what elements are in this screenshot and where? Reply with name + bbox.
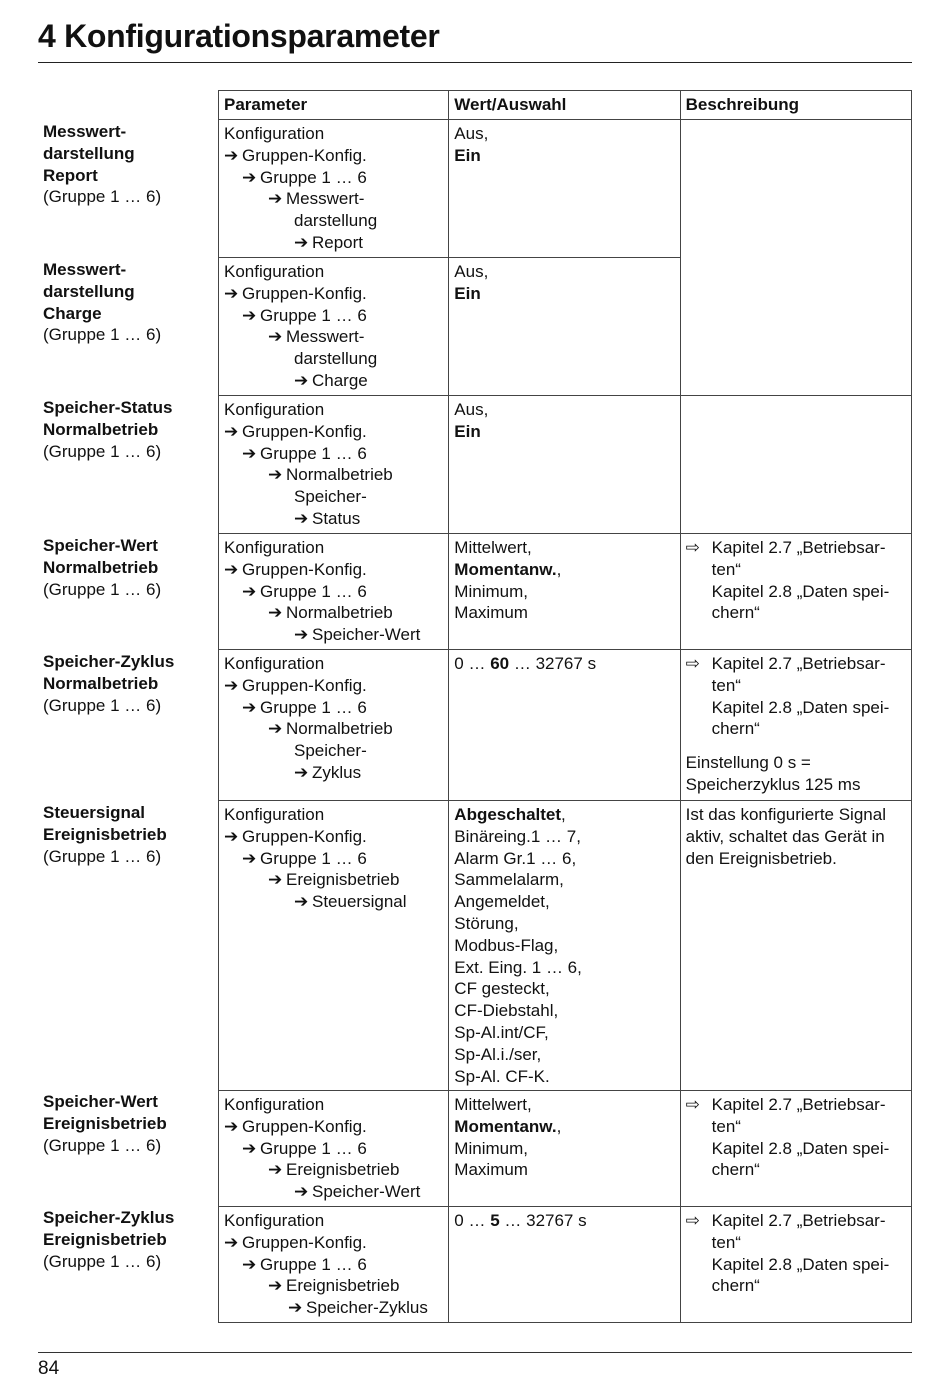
value-range-max: … 32767 s	[499, 1211, 587, 1230]
arrow-right-icon: ➔	[268, 1160, 283, 1180]
note-line: Speicherzyklus 125 ms	[685, 774, 861, 794]
reference-line: chern“	[711, 1276, 760, 1296]
path-step-label: Speicher-Wert	[312, 625, 421, 645]
reference-line: Kapitel 2.8 „Daten spei-	[711, 1138, 890, 1158]
row-label-title: Ereignisbetrieb	[43, 1113, 167, 1133]
arrow-right-icon: ➔	[242, 167, 257, 187]
value-selection-cell	[449, 258, 680, 396]
arrow-outline-right-icon: ⇨	[685, 1211, 700, 1230]
path-step	[224, 1210, 443, 1232]
arrow-right-icon: ➔	[242, 581, 257, 601]
value-separator: ,	[556, 559, 562, 579]
value-range	[454, 653, 674, 675]
row-label-group: (Gruppe 1 … 6)	[43, 846, 162, 866]
reference-line: Kapitel 2.7 „Betriebsar-	[711, 1211, 886, 1230]
value-separator: ,	[561, 805, 566, 824]
description-cell	[680, 534, 911, 650]
row-label-title: Speicher-Zyklus	[43, 652, 175, 671]
arrow-right-icon: ➔	[242, 305, 257, 325]
value-selection-cell	[449, 1207, 680, 1323]
reference-line: ten“	[711, 675, 741, 695]
row-label	[43, 397, 172, 462]
path-step-label: Speicher-Zyklus	[306, 1298, 428, 1318]
description-cell	[680, 650, 911, 801]
path-step	[224, 1138, 443, 1160]
page-number: 84	[38, 1358, 60, 1379]
reference-line: Kapitel 2.8 „Daten spei-	[711, 1254, 890, 1274]
path-step-label: Gruppe 1 … 6	[260, 305, 367, 325]
path-step-label: Gruppen-Konfig.	[242, 675, 367, 695]
arrow-right-icon: ➔	[242, 443, 257, 463]
parameter-path-cell	[219, 801, 449, 1091]
row-label-title: Charge	[43, 303, 102, 323]
path-step	[224, 537, 443, 559]
value-option: Modbus-Flag,	[454, 935, 559, 955]
path-step	[224, 283, 443, 305]
path-step	[224, 848, 443, 870]
arrow-right-icon: ➔	[294, 1182, 309, 1202]
arrow-right-icon: ➔	[294, 370, 309, 390]
row-label-title: Speicher-Wert	[43, 1092, 158, 1111]
column-header-parameter: Parameter	[219, 91, 449, 120]
path-step-label: Konfiguration	[224, 400, 325, 419]
path-step	[224, 1254, 443, 1276]
description-cell	[680, 801, 911, 1091]
chapter-reference	[686, 1094, 906, 1181]
path-step	[224, 869, 443, 891]
arrow-right-icon: ➔	[224, 826, 239, 846]
path-step	[224, 675, 443, 697]
path-step	[224, 697, 443, 719]
path-step	[224, 443, 443, 465]
path-step-label: Gruppen-Konfig.	[242, 145, 367, 165]
value-option: Alarm Gr.1 … 6,	[454, 848, 577, 868]
path-step-label: Gruppe 1 … 6	[260, 443, 367, 463]
path-step-label: Gruppen-Konfig.	[242, 559, 367, 579]
path-step	[224, 740, 443, 762]
arrow-right-icon: ➔	[268, 465, 283, 485]
path-step	[224, 1094, 443, 1116]
path-step	[224, 624, 443, 646]
row-label-title: darstellung	[43, 281, 135, 301]
column-header-description: Beschreibung	[680, 91, 911, 120]
path-step-label: Gruppe 1 … 6	[260, 848, 367, 868]
path-step-label: Ereignisbetrieb	[286, 870, 400, 890]
value-option-default: Abgeschaltet	[454, 805, 562, 824]
arrow-right-icon: ➔	[242, 697, 257, 717]
path-step	[224, 1159, 443, 1181]
value-selection-cell	[449, 534, 680, 650]
path-step	[224, 486, 443, 508]
parameter-path-cell	[219, 534, 449, 650]
value-option	[454, 1116, 674, 1138]
table-row	[219, 1207, 912, 1323]
path-step-label: Gruppe 1 … 6	[260, 697, 367, 717]
path-step-label: darstellung	[294, 211, 378, 231]
path-step	[224, 653, 443, 675]
path-step-label: Gruppe 1 … 6	[260, 167, 367, 187]
row-label-title: Normalbetrieb	[43, 419, 159, 439]
arrow-right-icon: ➔	[268, 327, 283, 347]
parameter-path-cell	[219, 1207, 449, 1323]
value-range-max: … 32767 s	[509, 654, 597, 673]
table-row	[219, 120, 912, 258]
chapter-reference	[686, 537, 906, 624]
parameter-path-cell	[219, 258, 449, 396]
setting-note	[686, 752, 906, 796]
value-option-default: Ein	[454, 421, 481, 441]
path-step-label: Messwert-	[286, 327, 365, 347]
arrow-right-icon: ➔	[294, 625, 309, 645]
parameter-path-cell	[219, 1091, 449, 1207]
path-step	[224, 261, 443, 283]
path-step	[224, 602, 443, 624]
path-step	[224, 559, 443, 581]
table-header-row	[219, 91, 912, 120]
path-step	[224, 210, 443, 232]
column-header-value: Wert/Auswahl	[449, 91, 680, 120]
path-step	[224, 1116, 443, 1138]
description-cell	[680, 1207, 911, 1323]
path-step-label: Ereignisbetrieb	[286, 1160, 400, 1180]
value-option: Mittelwert,	[454, 1095, 532, 1114]
description-cell	[680, 1091, 911, 1207]
path-step-label: Konfiguration	[224, 1211, 325, 1230]
path-step	[224, 123, 443, 145]
path-step	[224, 762, 443, 784]
path-step	[224, 348, 443, 370]
path-step	[224, 581, 443, 603]
footer-divider	[38, 1352, 912, 1353]
path-step	[224, 1181, 443, 1203]
reference-line: chern“	[711, 719, 760, 739]
path-step-label: Konfiguration	[224, 124, 325, 143]
path-step-label: Report	[312, 232, 364, 252]
arrow-right-icon: ➔	[268, 870, 283, 890]
arrow-right-icon: ➔	[224, 1232, 239, 1252]
value-range-default: 5	[490, 1211, 500, 1230]
row-label	[43, 1091, 167, 1156]
value-option-default: Momentanw.	[454, 1116, 557, 1136]
table-row	[219, 396, 912, 534]
row-label	[43, 535, 161, 600]
title-divider	[38, 62, 912, 63]
arrow-right-icon: ➔	[268, 603, 283, 623]
value-option: CF gesteckt,	[454, 979, 550, 999]
row-label-title: Speicher-Wert	[43, 536, 158, 555]
page-title: 4 Konfigurationsparameter	[38, 18, 440, 54]
arrow-right-icon: ➔	[224, 283, 239, 303]
arrow-right-icon: ➔	[268, 189, 283, 209]
row-label-group: (Gruppe 1 … 6)	[43, 441, 162, 461]
reference-line: Kapitel 2.8 „Daten spei-	[711, 697, 890, 717]
value-option: CF-Diebstahl,	[454, 1001, 559, 1021]
path-step-label: Speicher-	[294, 487, 367, 507]
reference-line: Kapitel 2.8 „Daten spei-	[711, 581, 890, 601]
description-cell	[680, 120, 911, 396]
value-selection-cell	[449, 650, 680, 801]
value-option	[454, 804, 674, 826]
path-step	[224, 232, 443, 254]
arrow-right-icon: ➔	[224, 559, 239, 579]
path-step-label: Speicher-	[294, 741, 367, 761]
path-step-label: Steuersignal	[312, 892, 407, 912]
value-option: Maximum	[454, 603, 528, 623]
row-label-title: Normalbetrieb	[43, 557, 159, 577]
value-option-default: Momentanw.	[454, 559, 557, 579]
path-step	[224, 508, 443, 530]
reference-line: Kapitel 2.7 „Betriebsar-	[711, 1095, 886, 1114]
path-step	[224, 399, 443, 421]
row-label-group: (Gruppe 1 … 6)	[43, 695, 162, 715]
parameter-path-cell	[219, 120, 449, 258]
value-option: Sp-Al.i./ser,	[454, 1044, 542, 1064]
path-step-label: Charge	[312, 370, 368, 390]
row-label-title: Messwert-	[43, 260, 127, 279]
path-step-label: Gruppe 1 … 6	[260, 1254, 367, 1274]
row-label-title: Ereignisbetrieb	[43, 1229, 167, 1249]
arrow-right-icon: ➔	[224, 421, 239, 441]
value-selection-cell	[449, 396, 680, 534]
row-label-title: Ereignisbetrieb	[43, 824, 167, 844]
arrow-outline-right-icon: ⇨	[685, 654, 700, 673]
table-row	[219, 650, 912, 801]
path-step	[224, 804, 443, 826]
reference-line: chern“	[711, 1160, 760, 1180]
path-step-label: Normalbetrieb	[286, 719, 393, 739]
arrow-outline-right-icon: ⇨	[685, 1095, 700, 1114]
path-step	[224, 305, 443, 327]
path-step	[224, 370, 443, 392]
path-step-label: Gruppen-Konfig.	[242, 1116, 367, 1136]
path-step	[224, 464, 443, 486]
row-label-title: Speicher-Zyklus	[43, 1208, 175, 1227]
path-step	[224, 188, 443, 210]
arrow-outline-right-icon: ⇨	[685, 538, 700, 557]
path-step	[224, 1232, 443, 1254]
arrow-right-icon: ➔	[294, 892, 309, 912]
row-label-title: Report	[43, 165, 98, 185]
chapter-reference	[686, 653, 906, 740]
row-label	[43, 651, 174, 716]
value-option: Sp-Al.int/CF,	[454, 1022, 549, 1042]
row-label-group: (Gruppe 1 … 6)	[43, 325, 162, 345]
reference-line: ten“	[711, 559, 741, 579]
path-step-label: Konfiguration	[224, 1095, 325, 1114]
value-selection-cell	[449, 801, 680, 1091]
value-range	[454, 1210, 674, 1232]
row-label-group: (Gruppe 1 … 6)	[43, 579, 162, 599]
path-step-label: Speicher-Wert	[312, 1182, 421, 1202]
table-row	[219, 801, 912, 1091]
row-label-group: (Gruppe 1 … 6)	[43, 1135, 162, 1155]
path-step-label: Konfiguration	[224, 805, 325, 824]
path-step	[224, 891, 443, 913]
value-option-default: Ein	[454, 145, 481, 165]
note-line: Einstellung 0 s =	[685, 753, 811, 773]
row-label	[43, 259, 161, 346]
path-step-label: Gruppen-Konfig.	[242, 826, 367, 846]
arrow-right-icon: ➔	[294, 762, 309, 782]
path-step-label: Gruppen-Konfig.	[242, 421, 367, 441]
path-step-label: Konfiguration	[224, 654, 325, 673]
path-step	[224, 1297, 443, 1319]
path-step-label: darstellung	[294, 349, 378, 369]
value-selection-cell	[449, 120, 680, 258]
path-step-label: Konfiguration	[224, 538, 325, 557]
value-option-default: Ein	[454, 283, 481, 303]
path-step-label: Messwert-	[286, 189, 365, 209]
path-step	[224, 826, 443, 848]
path-step-label: Gruppen-Konfig.	[242, 1232, 367, 1252]
row-label	[43, 802, 167, 867]
value-option: Angemeldet,	[454, 892, 550, 912]
path-step-label: Ereignisbetrieb	[286, 1276, 400, 1296]
path-step	[224, 718, 443, 740]
value-option: Minimum,	[454, 1138, 528, 1158]
path-step	[224, 1275, 443, 1297]
value-option: Störung,	[454, 913, 519, 933]
path-step	[224, 326, 443, 348]
reference-line: ten“	[711, 1232, 741, 1252]
value-option: Sp-Al. CF-K.	[454, 1066, 550, 1086]
value-option: Ext. Eing. 1 … 6,	[454, 957, 582, 977]
value-option	[454, 559, 674, 581]
reference-line: chern“	[711, 603, 760, 623]
value-option: Aus,	[454, 400, 489, 419]
arrow-right-icon: ➔	[242, 1138, 257, 1158]
value-option: Minimum,	[454, 581, 528, 601]
row-label-title: Messwert-	[43, 122, 127, 141]
value-range-min: 0 …	[454, 654, 491, 673]
value-option: Binäreing.1 … 7,	[454, 826, 581, 846]
value-selection-cell	[449, 1091, 680, 1207]
row-label-title: Speicher-Status	[43, 398, 173, 417]
arrow-right-icon: ➔	[242, 848, 257, 868]
path-step-label: Gruppen-Konfig.	[242, 283, 367, 303]
row-label-group: (Gruppe 1 … 6)	[43, 1251, 162, 1271]
value-option: Aus,	[454, 124, 489, 143]
path-step-label: Gruppe 1 … 6	[260, 1138, 367, 1158]
path-step	[224, 145, 443, 167]
value-separator: ,	[556, 1116, 562, 1136]
row-label-title: Normalbetrieb	[43, 673, 159, 693]
reference-line: Kapitel 2.7 „Betriebsar-	[711, 538, 886, 557]
reference-line: ten“	[711, 1116, 741, 1136]
arrow-right-icon: ➔	[294, 508, 309, 528]
path-step-label: Gruppe 1 … 6	[260, 581, 367, 601]
arrow-right-icon: ➔	[224, 145, 239, 165]
path-step	[224, 421, 443, 443]
description-line: den Ereignisbetrieb.	[685, 848, 837, 868]
parameter-path-cell	[219, 396, 449, 534]
arrow-right-icon: ➔	[268, 1276, 283, 1296]
row-label-title: Steuersignal	[43, 803, 146, 822]
path-step-label: Zyklus	[312, 762, 362, 782]
path-step-label: Status	[312, 508, 361, 528]
description-cell	[680, 396, 911, 534]
path-step-label: Normalbetrieb	[286, 603, 393, 623]
arrow-right-icon: ➔	[242, 1254, 257, 1274]
description-line: aktiv, schaltet das Gerät in	[685, 826, 885, 846]
value-range-default: 60	[490, 654, 510, 673]
arrow-right-icon: ➔	[224, 675, 239, 695]
reference-line: Kapitel 2.7 „Betriebsar-	[711, 654, 886, 673]
description-line: Ist das konfigurierte Signal	[685, 805, 886, 824]
row-label	[43, 1207, 174, 1272]
arrow-right-icon: ➔	[224, 1116, 239, 1136]
row-label-title: darstellung	[43, 143, 135, 163]
path-step	[224, 167, 443, 189]
value-option: Aus,	[454, 262, 489, 281]
value-option: Mittelwert,	[454, 538, 532, 557]
parameter-path-cell	[219, 650, 449, 801]
arrow-right-icon: ➔	[288, 1298, 303, 1318]
arrow-right-icon: ➔	[294, 232, 309, 252]
table-row	[219, 1091, 912, 1207]
row-label-group: (Gruppe 1 … 6)	[43, 187, 162, 207]
table-row	[219, 534, 912, 650]
path-step-label: Normalbetrieb	[286, 465, 393, 485]
path-step-label: Konfiguration	[224, 262, 325, 281]
value-option: Maximum	[454, 1160, 528, 1180]
parameter-table	[218, 90, 912, 1323]
value-option: Sammelalarm,	[454, 870, 564, 890]
row-label	[43, 121, 161, 208]
chapter-reference	[686, 1210, 906, 1297]
arrow-right-icon: ➔	[268, 719, 283, 739]
value-range-min: 0 …	[454, 1211, 491, 1230]
